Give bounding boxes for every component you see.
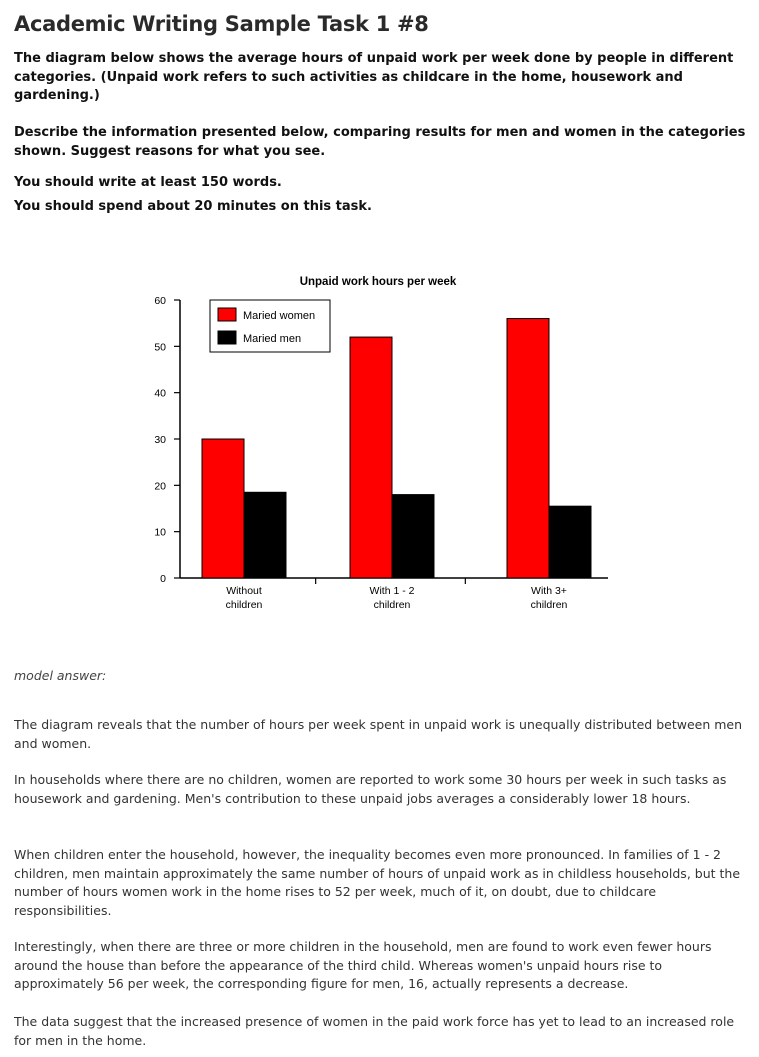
bar-women-2 xyxy=(350,337,392,578)
legend-label-women: Maried women xyxy=(243,310,316,322)
x-tick-label: With 1 - 2 xyxy=(369,585,415,597)
legend-swatch-women xyxy=(218,308,236,321)
bar-men-2 xyxy=(392,495,434,578)
bar-women-3 xyxy=(507,319,549,578)
answer-paragraph-1: The diagram reveals that the number of hours per week spent in unpaid work is unequally distributed between men and women. xyxy=(14,717,743,751)
y-tick-label: 0 xyxy=(160,573,166,585)
task-time-limit: You should spend about 20 minutes on this task. xyxy=(14,199,372,214)
answer-paragraph-4: Interestingly, when there are three or more children in the household, men are found to work even fewer hours around the house than before the appearance of the third child. Whereas women's unpaid hours rise to approximately 56 per week, the corresponding figure for men, 16, actually represents a decrease. xyxy=(14,939,712,991)
bar-men-3 xyxy=(549,506,591,578)
task-word-count: You should write at least 150 words. xyxy=(14,175,282,190)
y-tick-label: 10 xyxy=(154,526,166,539)
y-tick-label: 50 xyxy=(154,341,166,354)
x-tick-label: With 3+ xyxy=(531,585,567,597)
legend-swatch-men xyxy=(218,331,236,344)
x-tick-label: children xyxy=(530,599,568,611)
answer-paragraph-2: In households where there are no children, women are reported to work some 30 hours per week in such tasks as housework and gardening. Men's contribution to these unpaid jobs averages a considerably lower 18 hours. xyxy=(14,772,727,806)
answer-paragraph-3: When children enter the household, however, the inequality becomes even more pronounced. In families of 1 - 2 children, men maintain approximately the same number of hours of unpaid work as in childless households, but the number of hours women work in the home rises to 52 per week, much of it, on doubt, due to childcare responsibilities. xyxy=(14,847,741,918)
x-tick-label: children xyxy=(225,599,263,611)
y-tick-label: 40 xyxy=(154,387,166,400)
legend-label-men: Maried men xyxy=(243,333,302,345)
chart-title: Unpaid work hours per week xyxy=(299,276,457,288)
y-tick-label: 30 xyxy=(154,434,166,446)
page-title: Academic Writing Sample Task 1 #8 xyxy=(14,12,429,36)
bar-chart xyxy=(14,266,746,626)
x-tick-label: Without xyxy=(226,585,262,597)
model-answer-label: model answer: xyxy=(14,668,107,683)
answer-paragraph-5: The data suggest that the increased presence of women in the paid work force has yet to lead to an increased role for men in the home. xyxy=(14,1014,735,1048)
task-describe: Describe the information presented below, comparing results for men and women in the categories shown. Suggest reasons for what you see. xyxy=(14,125,746,159)
y-tick-label: 20 xyxy=(154,480,166,493)
task-intro: The diagram below shows the average hours of unpaid work per week done by people in different categories. (Unpaid work refers to such activities as childcare in the home, housework and gardening.) xyxy=(14,51,734,103)
bar-men-1 xyxy=(244,492,286,578)
y-tick-label: 60 xyxy=(154,295,166,307)
x-tick-label: children xyxy=(373,599,411,611)
bar-women-1 xyxy=(202,439,244,578)
